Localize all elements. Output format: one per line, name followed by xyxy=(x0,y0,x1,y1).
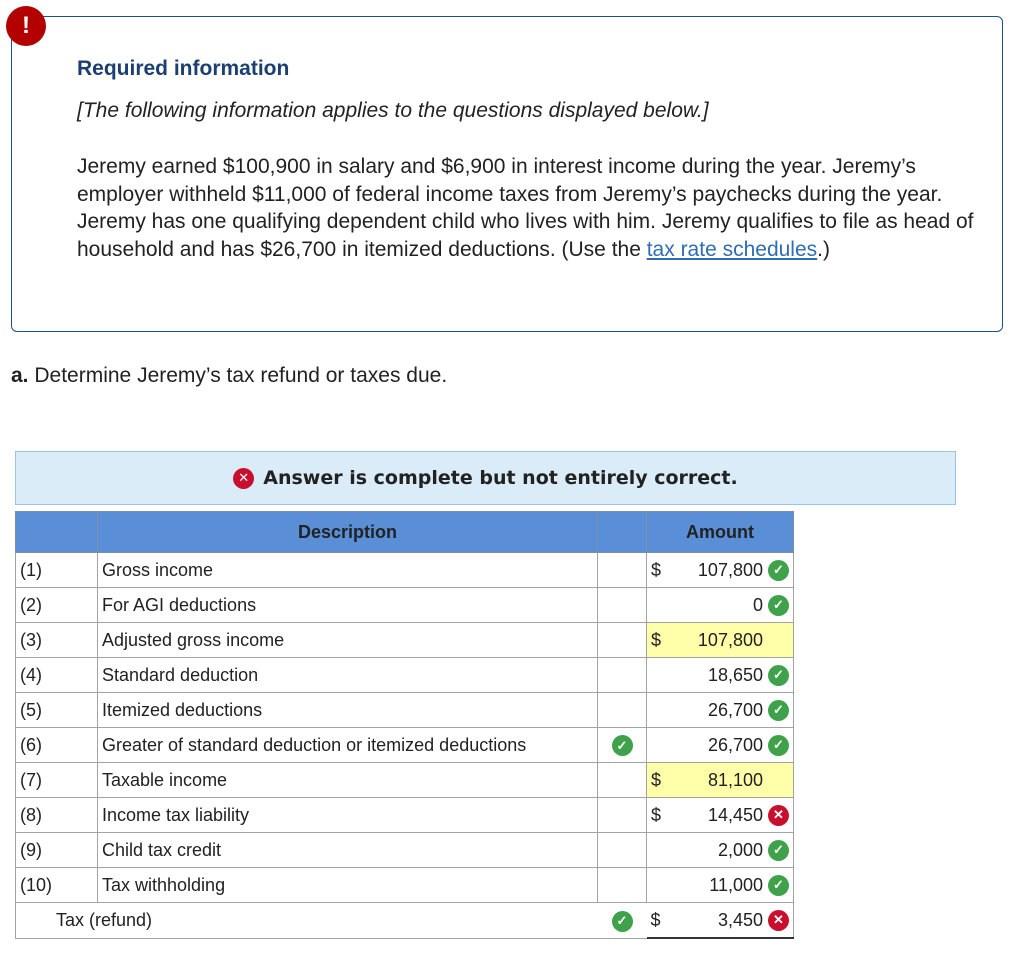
row-check-cell xyxy=(598,833,647,868)
correct-check-icon: ✓ xyxy=(612,735,633,756)
table-row xyxy=(16,588,794,623)
amount-input[interactable] xyxy=(647,833,794,868)
tax-rate-schedules-link[interactable]: tax rate schedules xyxy=(646,237,818,261)
row-check-cell xyxy=(598,798,647,833)
info-subtitle: [The following information applies to the questions displayed below.] xyxy=(77,99,709,122)
amount-header: Amount xyxy=(647,512,794,553)
amount-value: 0 xyxy=(752,594,763,615)
incorrect-x-icon: ✕ xyxy=(233,468,254,489)
amount-value: 11,000 xyxy=(709,874,763,895)
row-check-cell xyxy=(598,588,647,623)
answer-status-banner xyxy=(15,451,956,505)
num-header xyxy=(16,512,98,553)
amount-input[interactable] xyxy=(647,623,794,658)
row-description: Standard deduction xyxy=(98,658,598,693)
amount-value: 18,650 xyxy=(707,664,763,685)
amount-input[interactable] xyxy=(647,588,794,623)
amount-value: 107,800 xyxy=(697,559,763,580)
correct-check-icon: ✓ xyxy=(768,560,789,581)
amount-value: 81,100 xyxy=(707,769,763,790)
amount-input[interactable] xyxy=(647,728,794,763)
correct-check-icon: ✓ xyxy=(768,700,789,721)
table-row xyxy=(16,833,794,868)
amount-value: 26,700 xyxy=(707,734,763,755)
correct-check-icon: ✓ xyxy=(768,735,789,756)
row-description: Gross income xyxy=(98,553,598,588)
question-letter: a. xyxy=(11,364,29,387)
row-number: (4) xyxy=(16,658,98,693)
total-row xyxy=(16,903,794,939)
table-row xyxy=(16,868,794,903)
amount-value: 107,800 xyxy=(697,629,763,650)
correct-check-icon: ✓ xyxy=(768,595,789,616)
incorrect-x-icon: ✕ xyxy=(768,805,789,826)
amount-value: 14,450 xyxy=(707,804,763,825)
question-a xyxy=(11,364,447,388)
question-text: Determine Jeremy’s tax refund or taxes due. xyxy=(34,364,448,387)
row-number: (1) xyxy=(16,553,98,588)
incorrect-x-icon: ✕ xyxy=(768,910,789,931)
row-check-cell xyxy=(598,623,647,658)
row-check-cell xyxy=(598,728,647,763)
info-body-text: Jeremy earned $100,900 in salary and $6,900 in interest income during the year. Jeremy’s employer withheld $11,000 of federal income taxes from Jeremy’s paychecks during the year. Jeremy has one qualifying dependent child who lives with him. Jeremy qualifies to file as head of household and has $26,700 in itemized deductions. (Use the xyxy=(77,155,974,261)
row-check-cell xyxy=(598,658,647,693)
row-number: (6) xyxy=(16,728,98,763)
table-row xyxy=(16,763,794,798)
row-description: Income tax liability xyxy=(98,798,598,833)
total-amount-value: 3,450 xyxy=(717,909,763,930)
total-amount-input[interactable] xyxy=(647,903,794,939)
amount-input[interactable] xyxy=(647,798,794,833)
table-row xyxy=(16,623,794,658)
row-number: (9) xyxy=(16,833,98,868)
answer-table xyxy=(15,511,794,939)
row-description: Tax withholding xyxy=(98,868,598,903)
row-description: Adjusted gross income xyxy=(98,623,598,658)
row-check-cell xyxy=(598,868,647,903)
table-row xyxy=(16,553,794,588)
dollar-sign: $ xyxy=(650,909,661,930)
total-label: Tax (refund) xyxy=(16,903,598,939)
amount-input[interactable] xyxy=(647,868,794,903)
dollar-sign: $ xyxy=(651,769,662,790)
correct-check-icon: ✓ xyxy=(768,665,789,686)
info-body-end: .) xyxy=(817,237,830,261)
info-title: Required information xyxy=(77,57,290,80)
correct-check-icon: ✓ xyxy=(612,911,633,932)
amount-input[interactable] xyxy=(647,553,794,588)
row-check-cell xyxy=(598,693,647,728)
table-row xyxy=(16,728,794,763)
total-check-cell xyxy=(598,903,647,939)
amount-input[interactable] xyxy=(647,693,794,728)
amount-input[interactable] xyxy=(647,763,794,798)
row-number: (7) xyxy=(16,763,98,798)
dollar-sign: $ xyxy=(651,804,662,825)
row-number: (5) xyxy=(16,693,98,728)
row-number: (3) xyxy=(16,623,98,658)
row-number: (10) xyxy=(16,868,98,903)
row-check-cell xyxy=(598,763,647,798)
correct-check-icon: ✓ xyxy=(768,875,789,896)
alert-icon: ! xyxy=(6,6,46,46)
correct-check-icon: ✓ xyxy=(768,840,789,861)
row-description: Child tax credit xyxy=(98,833,598,868)
description-header: Description xyxy=(98,512,598,553)
amount-input[interactable] xyxy=(647,658,794,693)
row-description: Greater of standard deduction or itemized deductions xyxy=(98,728,598,763)
dollar-sign: $ xyxy=(651,629,662,650)
row-description: For AGI deductions xyxy=(98,588,598,623)
banner-text: Answer is complete but not entirely correct. xyxy=(263,467,738,489)
table-row xyxy=(16,693,794,728)
row-number: (2) xyxy=(16,588,98,623)
row-check-cell xyxy=(598,553,647,588)
info-body xyxy=(77,153,977,263)
row-description: Itemized deductions xyxy=(98,693,598,728)
table-row xyxy=(16,798,794,833)
amount-value: 26,700 xyxy=(707,699,763,720)
row-description: Taxable income xyxy=(98,763,598,798)
amount-value: 2,000 xyxy=(717,839,763,860)
dollar-sign: $ xyxy=(651,559,662,580)
row-number: (8) xyxy=(16,798,98,833)
check-header xyxy=(598,512,647,553)
table-row xyxy=(16,658,794,693)
